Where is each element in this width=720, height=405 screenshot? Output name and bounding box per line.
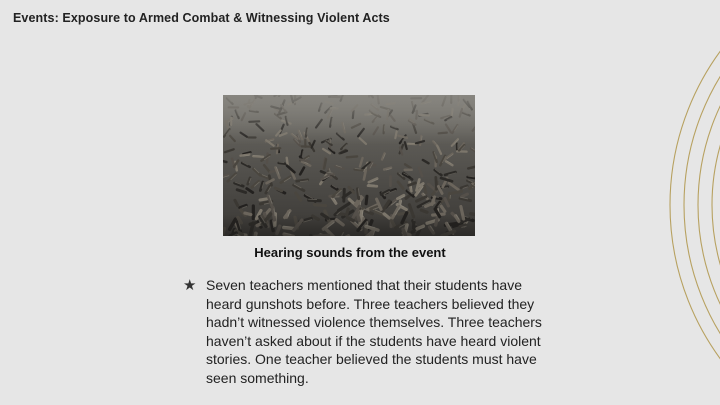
bullet-item xyxy=(183,276,553,388)
image-caption: Hearing sounds from the event xyxy=(254,245,446,260)
slide-title: Events: Exposure to Armed Combat & Witnessing Violent Acts xyxy=(13,11,390,25)
bullet-casings-photo xyxy=(223,95,475,236)
bullet-text: Seven teachers mentioned that their students have heard gunshots before. Three teachers believed they hadn’t witnessed violence themselves. Three teachers haven’t asked about if the students have heard violent stories. One teacher believed the students must have seen something. xyxy=(206,277,542,386)
bullet-casings-image xyxy=(223,95,475,236)
star-icon: ★ xyxy=(183,276,197,294)
